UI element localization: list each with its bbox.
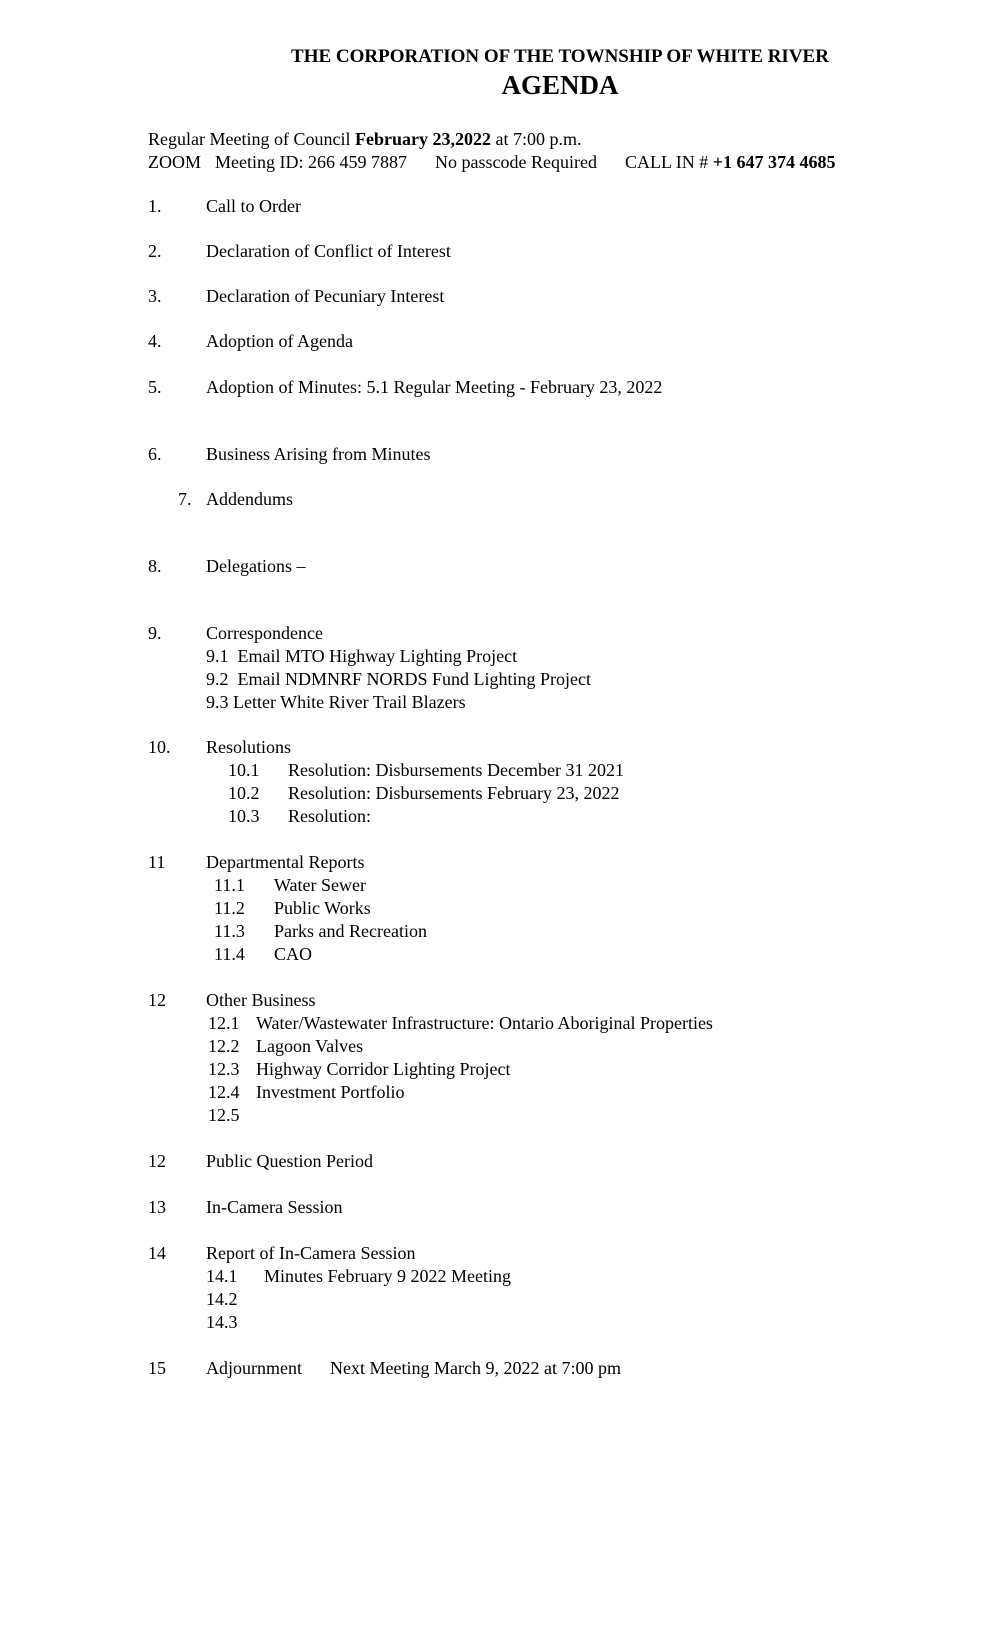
item-number: 6. <box>148 444 162 464</box>
sub-item-number: 11.2 <box>214 898 245 918</box>
meeting-date: February 23,2022 <box>354 129 491 149</box>
item-number: 5. <box>148 377 162 397</box>
sub-item <box>206 1266 511 1287</box>
sub-item <box>206 1312 264 1333</box>
item-number: 13 <box>148 1197 166 1217</box>
item-number: 10. <box>148 737 171 757</box>
item-text: Adoption of Minutes: 5.1 Regular Meeting - February 23, 2022 <box>206 377 663 397</box>
item-text: Departmental Reports <box>206 852 365 872</box>
item-text: Adoption of Agenda <box>206 331 353 351</box>
agenda-item <box>148 990 316 1011</box>
agenda-item <box>148 377 662 398</box>
sub-item-number: 14.1 <box>206 1266 238 1286</box>
zoom-info-line <box>148 152 836 173</box>
item-number: 15 <box>148 1358 166 1378</box>
item-text: Other Business <box>206 990 316 1010</box>
item-number: 12 <box>148 990 166 1010</box>
item-number: 12 <box>148 1151 166 1171</box>
sub-item-text: Letter White River Trail Blazers <box>233 692 466 712</box>
sub-item-number: 11.3 <box>214 921 245 941</box>
item-text: Resolutions <box>206 737 292 757</box>
sub-item <box>228 760 624 781</box>
sub-item <box>208 1082 404 1103</box>
item-number: 2. <box>148 241 162 261</box>
sub-item <box>208 1036 363 1057</box>
agenda-item <box>148 1358 621 1379</box>
sub-item <box>214 898 371 919</box>
item-number: 3. <box>148 286 162 306</box>
sub-item-text: Parks and Recreation <box>274 921 427 941</box>
agenda-item <box>148 444 431 465</box>
agenda-item <box>148 737 291 758</box>
agenda-item <box>148 556 305 577</box>
agenda-item <box>148 1197 342 1218</box>
sub-item <box>214 944 312 965</box>
sub-item <box>214 875 366 896</box>
sub-item-text: Highway Corridor Lighting Project <box>256 1059 511 1079</box>
item-text: Business Arising from Minutes <box>206 444 431 464</box>
item-number: 14 <box>148 1243 166 1263</box>
item-text: Addendums <box>206 489 293 509</box>
agenda-item <box>148 286 444 307</box>
sub-item-number: 12.5 <box>208 1105 240 1125</box>
sub-item-number: 10.3 <box>228 806 260 826</box>
sub-item-number: 12.3 <box>208 1059 240 1079</box>
sub-item <box>228 806 371 827</box>
sub-item-text: Lagoon Valves <box>256 1036 364 1056</box>
agenda-item <box>148 331 353 352</box>
sub-item <box>208 1105 256 1126</box>
item-number: 11 <box>148 852 166 872</box>
sub-item-text: Resolution: <box>288 806 372 826</box>
sub-item <box>206 692 466 713</box>
sub-item <box>206 1289 264 1310</box>
meeting-prefix: Regular Meeting of Council <box>148 129 355 149</box>
sub-item-number: 9.2 <box>206 669 229 689</box>
sub-item-number: 14.2 <box>206 1289 238 1309</box>
agenda-item <box>148 489 293 510</box>
agenda-item <box>148 1243 415 1264</box>
next-meeting-text: Next Meeting March 9, 2022 at 7:00 pm <box>330 1358 621 1378</box>
sub-item-text: CAO <box>274 944 313 964</box>
sub-item-text: Resolution: Disbursements February 23, 2022 <box>288 783 620 803</box>
sub-item-number: 10.2 <box>228 783 260 803</box>
agenda-item <box>148 623 323 644</box>
sub-item-number: 10.1 <box>228 760 260 780</box>
sub-item-number: 12.1 <box>208 1013 240 1033</box>
page-title: AGENDA <box>501 70 619 100</box>
sub-item-text: Water Sewer <box>274 875 367 895</box>
zoom-passcode: No passcode Required <box>434 152 597 172</box>
item-text: Declaration of Pecuniary Interest <box>206 286 445 306</box>
item-number: 1. <box>148 196 162 216</box>
call-in-label: CALL IN # <box>624 152 713 172</box>
sub-item-text: Email MTO Highway Lighting Project <box>237 646 518 666</box>
item-text: Report of In-Camera Session <box>206 1243 416 1263</box>
item-text: Declaration of Conflict of Interest <box>206 241 451 261</box>
item-text: In-Camera Session <box>206 1197 343 1217</box>
sub-item-number: 11.1 <box>214 875 245 895</box>
sub-item <box>206 646 517 667</box>
meeting-time: at 7:00 p.m. <box>490 129 582 149</box>
sub-item <box>208 1059 510 1080</box>
sub-item <box>208 1013 713 1034</box>
item-text: Delegations – <box>206 556 306 576</box>
item-text: Adjournment <box>206 1358 302 1378</box>
sub-item-text: Email NDMNRF NORDS Fund Lighting Project <box>237 669 592 689</box>
sub-item-text: Investment Portfolio <box>256 1082 405 1102</box>
zoom-meeting-id: Meeting ID: 266 459 7887 <box>215 152 407 172</box>
item-number: 8. <box>148 556 162 576</box>
sub-item-text: Minutes February 9 2022 Meeting <box>264 1266 511 1286</box>
sub-item <box>214 921 427 942</box>
agenda-item <box>148 196 301 217</box>
sub-item-number: 12.4 <box>208 1082 240 1102</box>
item-number: 7. <box>178 489 192 509</box>
sub-item-number: 12.2 <box>208 1036 240 1056</box>
sub-item-number: 11.4 <box>214 944 245 964</box>
sub-item <box>228 783 619 804</box>
sub-item-number: 9.3 <box>206 692 229 712</box>
zoom-label: ZOOM <box>148 152 201 172</box>
organization-heading: THE CORPORATION OF THE TOWNSHIP OF WHITE RIVER <box>291 46 829 67</box>
sub-item <box>206 669 591 690</box>
item-text: Correspondence <box>206 623 323 643</box>
item-number: 9. <box>148 623 162 643</box>
sub-item-number: 14.3 <box>206 1312 238 1332</box>
sub-item-text: Water/Wastewater Infrastructure: Ontario Aboriginal Properties <box>256 1013 713 1033</box>
item-text: Public Question Period <box>206 1151 373 1171</box>
call-in-number: +1 647 374 4685 <box>712 152 836 172</box>
agenda-item <box>148 241 451 262</box>
agenda-item <box>148 852 364 873</box>
item-text: Call to Order <box>206 196 301 216</box>
meeting-info-line <box>148 129 581 150</box>
item-number: 4. <box>148 331 162 351</box>
sub-item-number: 9.1 <box>206 646 229 666</box>
agenda-item <box>148 1151 373 1172</box>
sub-item-text: Public Works <box>274 898 371 918</box>
sub-item-text: Resolution: Disbursements December 31 2021 <box>288 760 624 780</box>
